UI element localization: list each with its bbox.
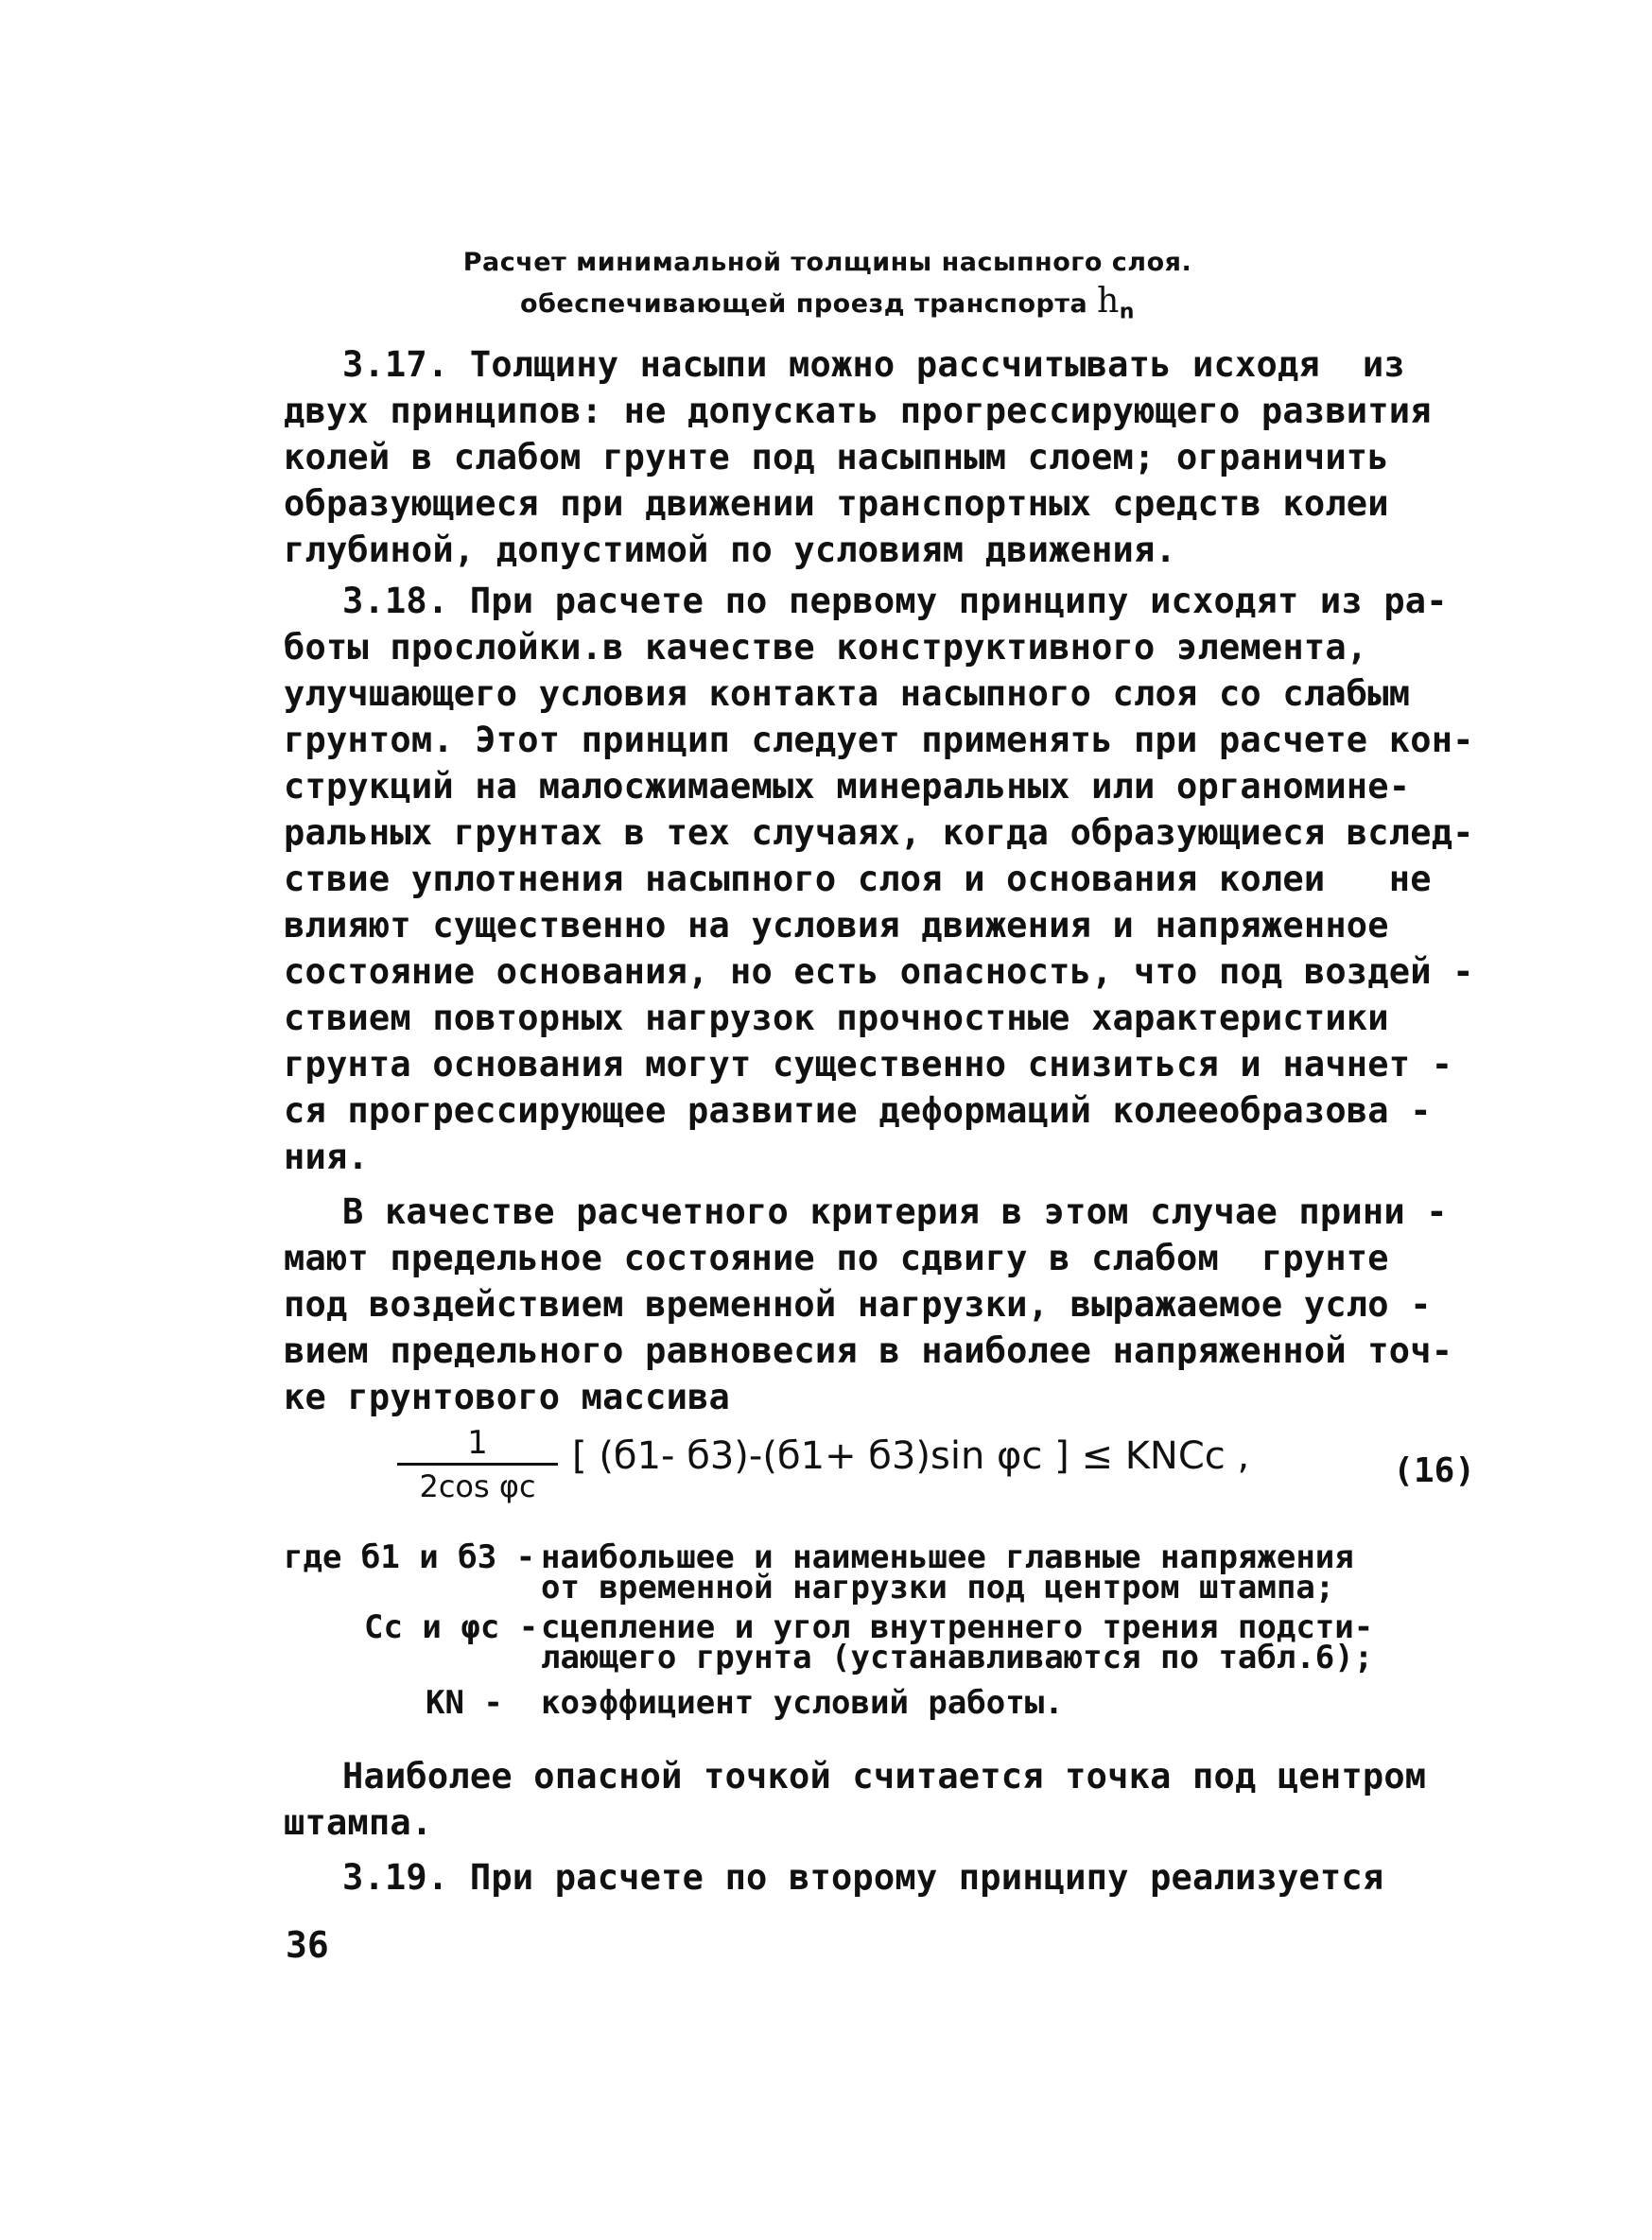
paragraph-line: колей в слабом грунте под насыпным слоем; ограничить [284,437,1389,478]
heading-variable-subscript: n [1119,300,1135,324]
section-heading-line-2 [284,282,1371,323]
paragraph-line: 3.18. При расчете по первому принципу исходят из ра- [342,581,1448,621]
heading-variable: h [1097,282,1120,321]
paragraph-line: штампа. [284,1802,433,1843]
equation-number: (16) [1393,1451,1475,1490]
paragraph-line: улучшающего условия контакта насыпного слоя со слабым [284,673,1411,714]
paragraph-line: ствием повторных нагрузок прочностные характеристики [284,998,1389,1038]
paragraph-line: 3.17. Толщину насыпи можно рассчитывать исходя из [342,344,1405,385]
paragraph-line: ральных грунтах в тех случаях, когда образующиеся вслед- [284,812,1474,853]
definition-text: сцепление и угол внутреннего трения подсти- [541,1608,1374,1646]
definition-symbol: где б1 и б3 - [284,1538,536,1576]
section-heading-line-1: Расчет минимальной толщины насыпного слоя. [462,248,1192,277]
definition-text: коэффициент условий работы. [541,1684,1064,1722]
paragraph-line: грунта основания могут существенно снизиться и начнет - [284,1044,1453,1085]
paragraph-line: ся прогрессирующее развитие деформаций колееобразова - [284,1090,1432,1131]
definition-text: наибольшее и наименьшее главные напряжения [541,1538,1354,1576]
definition-symbol: Cc и φc - [364,1608,539,1646]
paragraph-line: под воздействием временной нагрузки, выражаемое усло - [284,1284,1432,1325]
page-number: 36 [286,1924,329,1966]
formula-expression: [ (б1- б3)-(б1+ б3)sin φc ] ≤ KNCc , [572,1434,1250,1478]
definition-text: от временной нагрузки под центром штампа; [541,1569,1335,1606]
paragraph-line: ствие уплотнения насыпного слоя и основания колеи не [284,859,1432,899]
paragraph-line: Наиболее опасной точкой считается точка под центром [342,1756,1427,1797]
fraction-numerator: 1 [467,1424,488,1462]
paragraph-line: образующиеся при движении транспортных средств колеи [284,483,1389,524]
heading-text: обеспечивающей проезд транспорта [520,289,1088,319]
paragraph-line: струкций на малосжимаемых минеральных или органомине- [284,766,1411,807]
definition-text: лающего грунта (устанавливаются по табл.6); [541,1639,1374,1676]
paragraph-line: ния. [284,1137,369,1177]
paragraph-line: влияют существенно на условия движения и напряженное [284,905,1389,946]
paragraph-line: В качестве расчетного критерия в этом случае прини - [342,1191,1448,1232]
paragraph-line: ке грунтового массива [284,1377,730,1417]
formula-fraction [397,1423,558,1507]
definition-symbol: KN - [426,1684,503,1722]
paragraph-line: 3.19. При расчете по второму принципу реализуется [342,1857,1384,1898]
paragraph-line: вием предельного равновесия в наиболее напряженной точ- [284,1330,1453,1371]
paragraph-line: мают предельное состояние по сдвигу в слабом грунте [284,1238,1389,1278]
paragraph-line: двух принципов: не допускать прогрессирующего развития [284,391,1432,431]
paragraph-line: состояние основания, но есть опасность, что под воздей - [284,951,1474,992]
formula-16 [397,1423,1475,1527]
fraction-denominator: 2cos φc [419,1468,536,1504]
paragraph-line: грунтом. Этот принцип следует применять при расчете кон- [284,720,1474,760]
paragraph-line: боты прослойки.в качестве конструктивного элемента, [284,627,1368,668]
paragraph-line: глубиной, допустимой по условиям движения. [284,530,1176,570]
